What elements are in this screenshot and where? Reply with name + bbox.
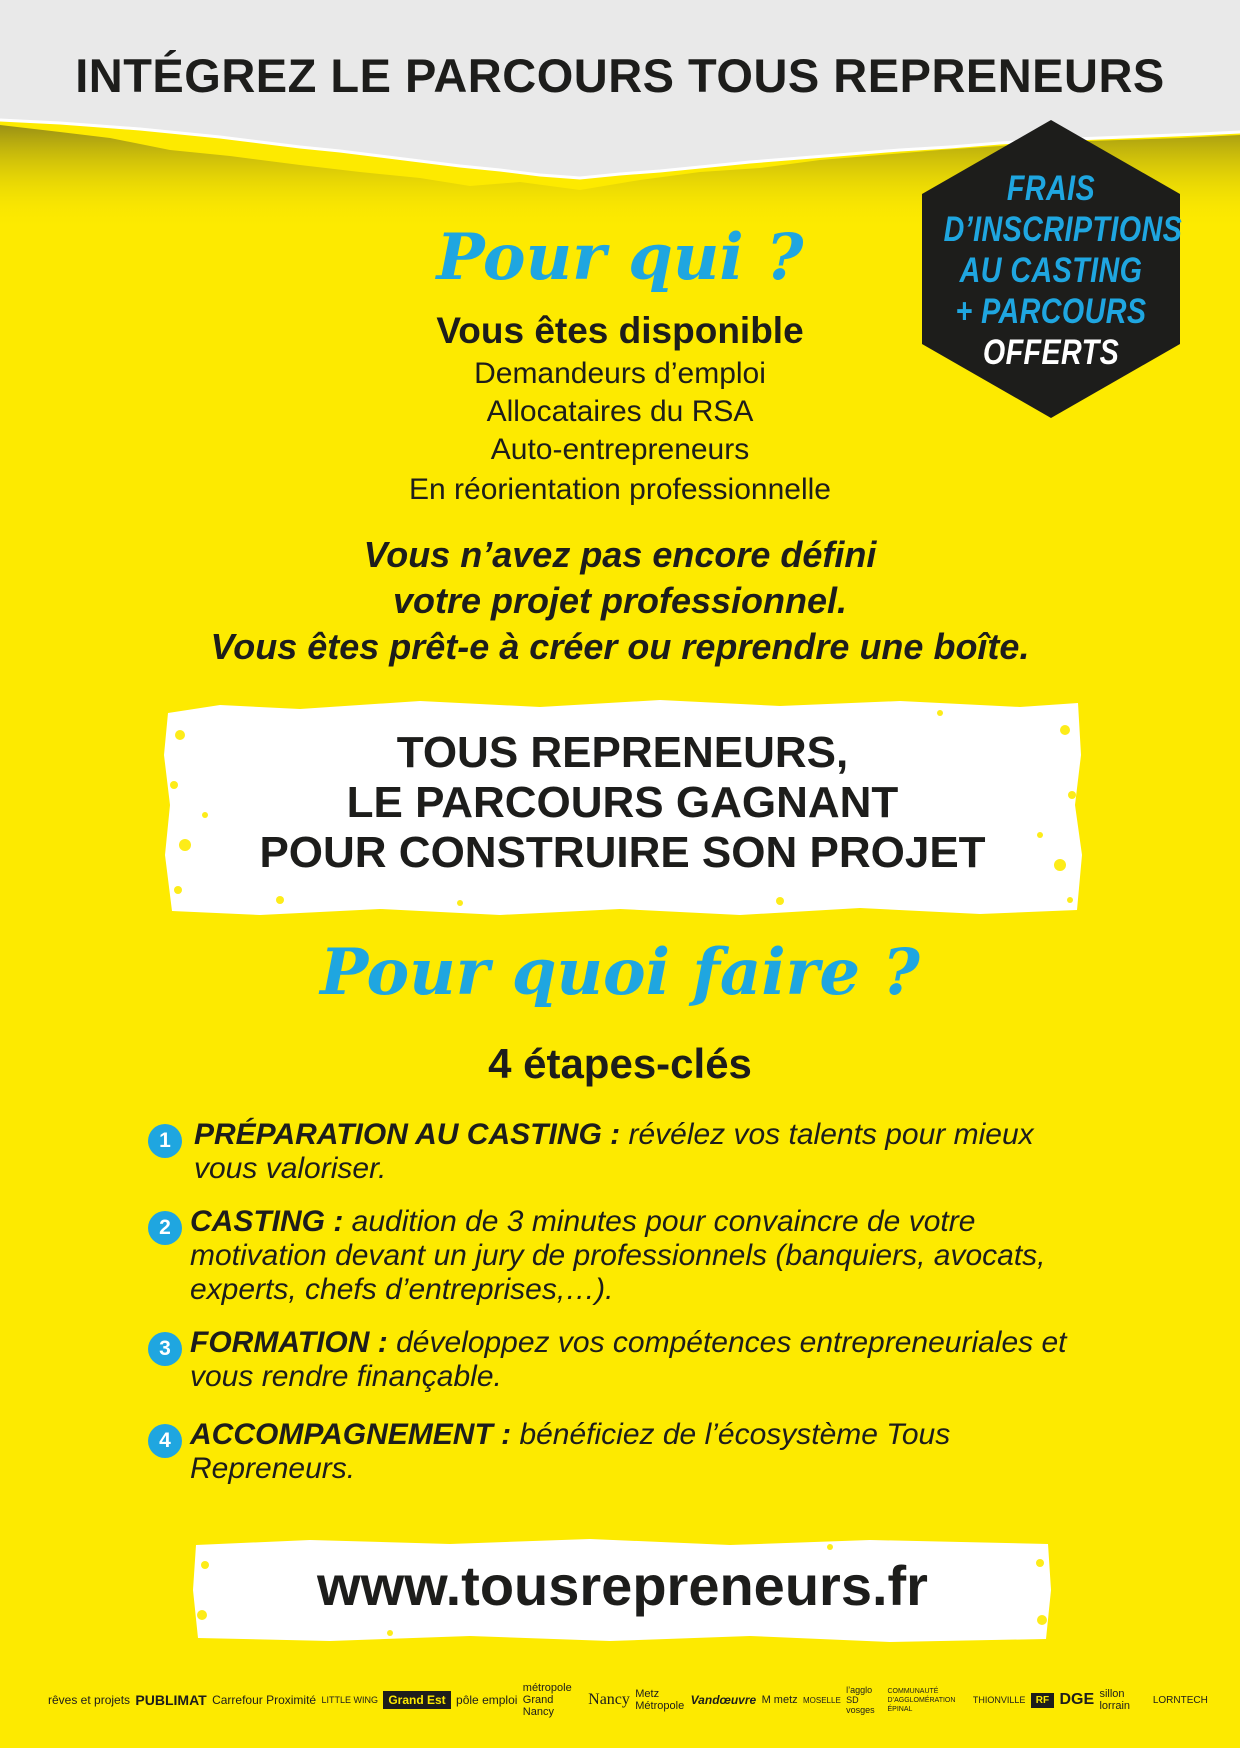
badge-line-1: FRAIS <box>1006 169 1096 208</box>
step-description: développez vos compétences entrepreneuriales et vous rendre finançable. <box>190 1326 1067 1393</box>
partner-logo: LITTLE WING <box>321 1695 378 1705</box>
partner-logo: Carrefour Proximité <box>212 1693 317 1707</box>
pour-qui-subtitle: Vous êtes disponible <box>436 310 804 351</box>
partner-logos-row <box>48 1672 1208 1728</box>
banner-text <box>160 728 1085 878</box>
partner-logo: COMMUNAUTÉ D’AGGLOMÉRATION ÉPINAL <box>887 1687 956 1713</box>
statement-line: votre projet professionnel. <box>392 580 848 621</box>
banner-line: LE PARCOURS GAGNANT <box>346 778 899 827</box>
partner-logo: rêves et projets <box>48 1693 131 1707</box>
partner-logo: sillon lorrain <box>1099 1688 1131 1712</box>
partner-logo: Grand Est <box>383 1691 450 1709</box>
partner-logo: M metz <box>761 1694 798 1706</box>
banner-line: POUR CONSTRUIRE SON PROJET <box>259 828 986 877</box>
partner-logo: THIONVILLE <box>972 1695 1026 1705</box>
audience-item: Auto-entrepreneurs <box>490 433 750 466</box>
badge-line-5: OFFERTS <box>982 333 1120 372</box>
partner-logo: MOSELLE <box>802 1695 841 1705</box>
steps-subtitle: 4 étapes-clés <box>488 1040 752 1087</box>
badge-line-2: D’INSCRIPTIONS <box>943 210 1183 249</box>
statement-line: Vous êtes prêt-e à créer ou reprendre une boîte. <box>210 626 1030 667</box>
step-description: révélez vos talents pour mieux vous valoriser. <box>194 1118 1034 1185</box>
badge-line-3: AU CASTING <box>959 251 1143 290</box>
step-label: CASTING : <box>190 1205 344 1238</box>
statement <box>0 532 1240 670</box>
step-text <box>194 1118 1094 1186</box>
page-headline: INTÉGREZ LE PARCOURS TOUS REPRENEURS <box>75 49 1165 102</box>
partner-logo: DGE <box>1059 1691 1095 1708</box>
partner-logo: LORNTECH <box>1152 1694 1208 1706</box>
pour-quoi-title: Pour quoi faire ? <box>320 935 920 1010</box>
step-number-badge: 2 <box>148 1211 182 1245</box>
step-number-badge: 4 <box>148 1424 182 1458</box>
step-number-badge: 1 <box>148 1124 182 1158</box>
partner-logo: PUBLIMAT <box>135 1692 207 1708</box>
audience-item: Allocataires du RSA <box>486 395 754 428</box>
step-label: PRÉPARATION AU CASTING : <box>194 1118 621 1151</box>
partner-logo: pôle emploi <box>456 1693 518 1707</box>
step-label: ACCOMPAGNEMENT : <box>190 1418 512 1451</box>
step-description: bénéficiez de l’écosystème Tous Repreneurs. <box>190 1418 951 1485</box>
partner-logo: l’agglo SD vosges <box>846 1685 875 1715</box>
partner-logo: Vandœuvre <box>690 1693 757 1707</box>
banner-line: TOUS REPRENEURS, <box>396 728 849 777</box>
step-text <box>190 1418 1050 1486</box>
step-text <box>190 1205 1070 1307</box>
pour-qui-title: Pour qui ? <box>436 220 804 295</box>
step-number-badge: 3 <box>148 1332 182 1366</box>
url-brush <box>190 1535 1055 1645</box>
step-label: FORMATION : <box>190 1326 388 1359</box>
statement-line: Vous n’avez pas encore défini <box>363 534 877 575</box>
partner-logo: Metz Métropole <box>635 1688 685 1712</box>
banner-brush <box>160 695 1085 920</box>
step-description: audition de 3 minutes pour convaincre de votre motivation devant un jury de professionnels (banquiers, avocats, experts, chefs d’entreprises,…). <box>190 1205 1046 1306</box>
partner-logo: métropole Grand Nancy <box>522 1682 572 1718</box>
audience-item: En réorientation professionnelle <box>409 473 831 506</box>
partner-logo: RF <box>1031 1693 1054 1708</box>
website-link[interactable]: www.tousrepreneurs.fr <box>317 1554 928 1617</box>
audience-item: Demandeurs d’emploi <box>474 357 766 390</box>
step-text <box>190 1326 1100 1394</box>
badge-line-4: + PARCOURS <box>955 292 1147 331</box>
partner-logo: Nancy <box>588 1691 630 1708</box>
